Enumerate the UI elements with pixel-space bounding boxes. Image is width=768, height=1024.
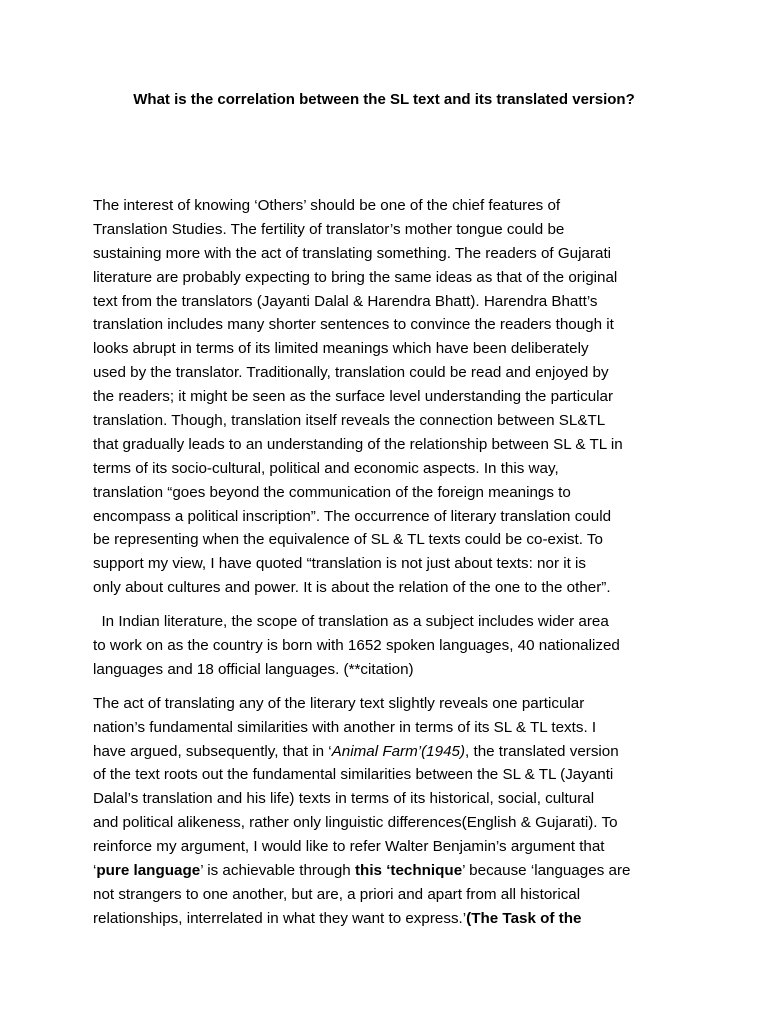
bold-term-technique: this ‘technique [354, 862, 463, 880]
page-title: What is the correlation between the SL text and its translated version? [133, 91, 635, 108]
text-line [93, 740, 693, 764]
bold-citation: (The Task of the [466, 909, 582, 927]
text-run: , the translated version [465, 742, 619, 760]
text-run: ‘ [93, 862, 97, 880]
text-line: and political alikeness, rather only linguistic differences(English & Gujarati). To [93, 814, 618, 832]
text-line: The interest of knowing ‘Others’ should be one of the chief features of [93, 197, 561, 214]
text-line [93, 907, 693, 931]
text-line [93, 859, 693, 883]
text-line: not strangers to one another, but are, a priori and apart from all historical [93, 885, 581, 903]
bold-term-pure-language: pure language [96, 862, 201, 880]
text-line: text from the translators (Jayanti Dalal & Harendra Bhatt). Harendra Bhatt’s [93, 292, 598, 310]
text-line: to work on as the country is born with 1652 spoken languages, 40 nationalized [93, 637, 620, 655]
text-line: sustaining more with the act of translating something. The readers of Gujarati [93, 244, 612, 262]
text-line: Dalal’s translation and his life) texts in terms of its historical, social, cultural [93, 790, 595, 808]
text-line: translation includes many shorter sentences to convince the readers though it [93, 316, 614, 334]
paragraph-1 [93, 194, 693, 600]
text-run: relationships, interrelated in what they want to express.’ [93, 909, 467, 927]
text-run: ’ is achievable through [200, 862, 355, 880]
document-body [93, 194, 693, 931]
text-line: that gradually leads to an understanding of the relationship between SL & TL in [93, 435, 623, 453]
text-run: ’ because ‘languages are [462, 862, 631, 880]
text-line: reinforce my argument, I would like to refer Walter Benjamin’s argument that [93, 838, 605, 856]
paragraph-2 [93, 610, 693, 682]
text-line: encompass a political inscription”. The occurrence of literary translation could [93, 507, 612, 525]
text-line: literature are probably expecting to bring the same ideas as that of the original [93, 268, 618, 286]
book-title-italic: Animal Farm’(1945) [331, 742, 466, 760]
text-line: languages and 18 official languages. (**citation) [93, 660, 414, 678]
text-line: Translation Studies. The fertility of translator’s mother tongue could be [93, 220, 565, 238]
text-line: translation. Though, translation itself reveals the connection between SL&TL [93, 412, 606, 430]
paragraph-spacer [93, 682, 693, 692]
text-line: In Indian literature, the scope of translation as a subject includes wider area [93, 613, 609, 631]
paragraph-3 [93, 692, 693, 931]
text-line: translation “goes beyond the communication of the foreign meanings to [93, 483, 571, 501]
text-line: looks abrupt in terms of its limited meanings which have been deliberately [93, 340, 589, 358]
text-line: used by the translator. Traditionally, translation could be read and enjoyed by [93, 364, 609, 382]
text-run: have argued, subsequently, that in ‘ [93, 742, 332, 760]
paragraph-spacer [93, 600, 693, 610]
text-line: be representing when the equivalence of SL & TL texts could be co-exist. To [93, 531, 603, 549]
text-line: only about cultures and power. It is about the relation of the one to the other”. [93, 579, 611, 597]
text-line: support my view, I have quoted “translation is not just about texts: nor it is [93, 555, 586, 573]
text-line: nation’s fundamental similarities with another in terms of its SL & TL texts. I [93, 718, 597, 736]
text-line: The act of translating any of the literary text slightly reveals one particular [93, 694, 585, 712]
text-line: the readers; it might be seen as the surface level understanding the particular [93, 388, 614, 406]
text-line: terms of its socio-cultural, political and economic aspects. In this way, [93, 459, 559, 477]
text-line: of the text roots out the fundamental similarities between the SL & TL (Jayanti [93, 766, 614, 784]
